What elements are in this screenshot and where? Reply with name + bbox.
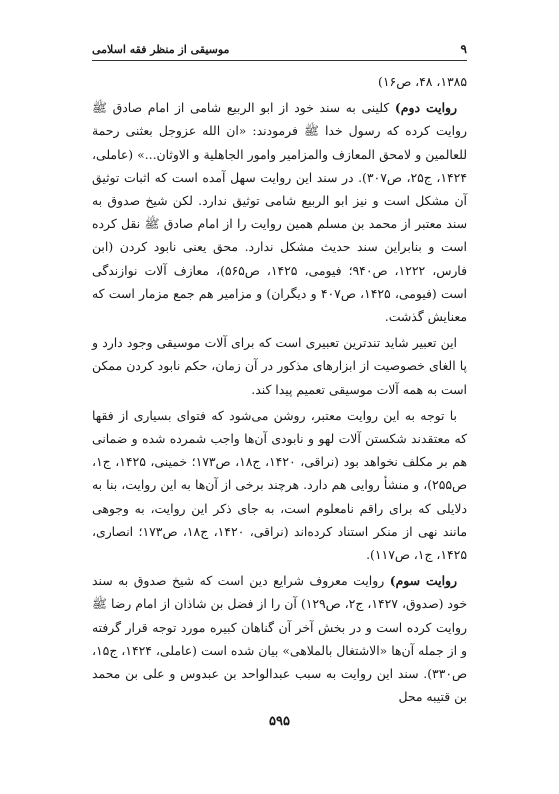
header-page-number: ۹	[460, 42, 467, 56]
header-divider	[92, 60, 467, 61]
paragraph-label: روایت دوم)	[394, 100, 458, 116]
footer-page-number: ۵۹۵	[269, 714, 290, 729]
paragraph-interpretation	[92, 331, 467, 401]
paragraph-text: روایت معروف شرایع دین است که شیخ صدوق به سند خود (صدوق، ۱۴۲۷، ج۲، ص۱۲۹) آن را از فضل بن شاذان از امام رضا ﷺ روایت کرده است و در بخش آخر آن گناهان کبیره مورد توجه قرار گرفته و از جمله آن‌ها «الاشتغال بالملاهی» بیان شده است (عاملی، ۱۴۲۴، ج۱۵، ص۳۳۰). سند این روایت به سبب عبدالواحد بن عبدوس و علی بن محمد بن قتیبه محل	[92, 573, 468, 705]
paragraph-citation-continuation	[92, 70, 467, 93]
paragraph-label: روایت سوم)	[389, 573, 458, 589]
paragraph-third-narration	[92, 569, 467, 708]
paragraph-text: ۱۳۸۵، ۴۸، ص۱۶)	[378, 74, 467, 89]
paragraph-jurists-fatwa	[92, 404, 467, 566]
paragraph-text: این تعبیر شاید تندترین تعبیری است که برای آلات موسیقی وجود دارد و پا الغای خصوصیت از ابزارهای مذکور در آن زمان، حکم نابود کردن ممکن است به همه آلات موسیقی تعمیم پیدا کند.	[92, 335, 467, 397]
paragraph-text: کلینی به سند خود از ابو الربیع شامی از امام صادق ﷺ روایت کرده که رسول خدا ﷺ فرمودند: «ان الله عزوجل بعثنی رحمة للعالمین و لامحق المعازف والمزامیر وامور الجاهلیة و الاوثان...» (عاملی، ۱۴۲۴، ج۲۵، ص۳۰۷). در سند این روایت سهل آمده است که اثبات توثیق آن مشکل است و نیز ابو الربیع شامی توثیق ندارد. لکن شیخ صدوق به سند معتبر از محمد بن مسلم همین روایت را از امام صادق ﷺ نقل کرده است و بنابراین سند حدیث مشکل ندارد. محق یعنی نابود کردن (ابن فارس، ۱۲۲۲، ص۹۴۰؛ فیومی، ۱۴۲۵، ص۵۶۵)، معازف آلات نوازندگی است (فیومی، ۱۴۲۵، ص۴۰۷ و دیگران) و مزامیر هم جمع مزمار است که معنایش گذشت.	[92, 100, 467, 325]
page-header	[92, 40, 467, 58]
running-title: موسیقی از منظر فقه اسلامی	[92, 42, 230, 56]
paragraph-second-narration	[92, 96, 467, 328]
paragraph-text: با توجه به این روایت معتبر، روشن می‌شود که فتوای بسیاری از فقها که معتقدند شکستن آلات لهو و نابودی آن‌ها واجب شمرده شده و ضمانی هم بر مکلف نخواهد بود (نراقی، ۱۴۲۰، ج۱۸، ص۱۷۳؛ خمینی، ۱۴۲۵، ج۱، ص۲۵۵)، و منشأ روایی هم دارد. هرچند برخی از آن‌ها به این روایت، بنا به دلایلی که برای راقم نامعلوم است، به جای ذکر این روایت، به وجوهی مانند نهی از منکر استناد کرده‌اند (نراقی، ۱۴۲۰، ج۱۸، ص۱۷۳؛ انصاری، ۱۴۲۵، ج۱، ص۱۱۷).	[92, 407, 468, 563]
body-text	[92, 70, 467, 711]
